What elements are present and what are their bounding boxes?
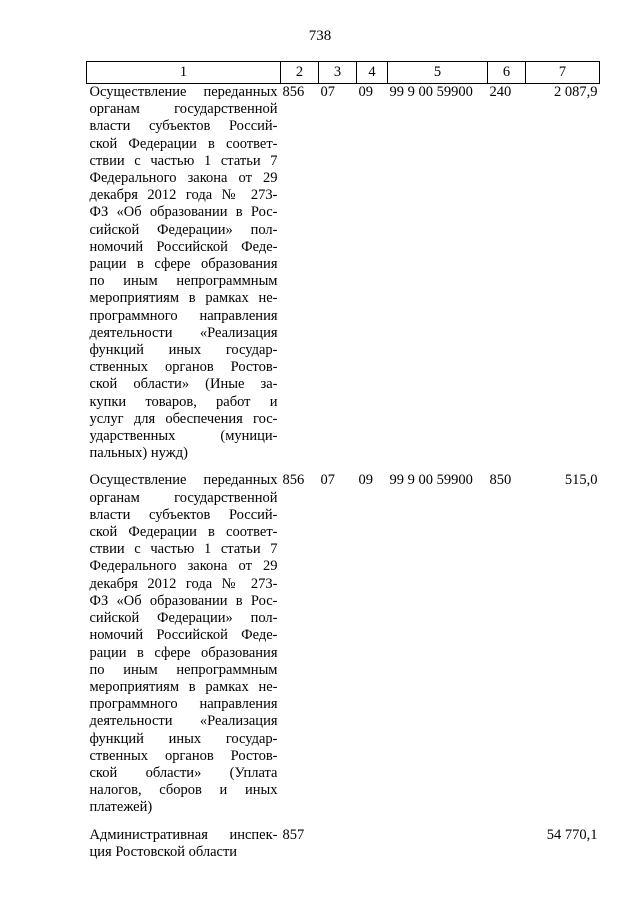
target-article-cell: 99 9 00 59900 — [389, 84, 473, 100]
description-line: органам государственной — [89, 489, 278, 506]
description-line: рации в сфере образования — [89, 644, 278, 661]
description-line: ударственных (муници- — [89, 428, 278, 445]
section-cell: 07 — [320, 472, 335, 489]
ministry-code-cell: 856 — [282, 84, 305, 100]
description-line: услуг для обеспечения гос- — [89, 410, 278, 427]
target-article-cell: 99 9 00 59900 — [389, 472, 473, 489]
table-row — [87, 84, 600, 473]
description-line: декабря 2012 года № 273- — [89, 187, 278, 204]
description-line: пальных) нужд) — [89, 445, 188, 462]
expense-type-cell — [488, 827, 526, 871]
description-cell — [87, 827, 281, 871]
description-line: ция Ростовской области — [89, 843, 238, 860]
description-line: по иным непрограммным — [89, 273, 278, 290]
amount-cell: 54 770,1 — [546, 826, 598, 843]
ministry-code-cell: 857 — [282, 826, 305, 843]
description-line: программного направления — [89, 307, 278, 324]
description-line: рации в сфере образования — [89, 256, 278, 273]
description-line: налогов, сборов и иных — [89, 782, 278, 799]
ministry-code-cell: 856 — [282, 472, 305, 489]
description-cell — [87, 472, 281, 826]
description-line: ственных органов Ростов- — [89, 747, 278, 764]
subsection-cell: 09 — [358, 84, 373, 100]
description-line: номочий Российской Феде- — [89, 627, 278, 644]
description-line: ствии с частью 1 статьи 7 — [89, 152, 278, 169]
description-line: Осуществление переданных — [89, 84, 278, 100]
description-line: деятельности «Реализация — [89, 713, 278, 730]
description-line: купки товаров, работ и — [89, 393, 278, 410]
description-line: платежей) — [89, 799, 153, 816]
description-line: Административная инспек- — [89, 826, 278, 843]
description-line: ской области» (Иные за- — [89, 376, 278, 393]
amount-cell: 2 087,9 — [554, 84, 598, 100]
table-body — [87, 84, 600, 871]
description-line: ФЗ «Об образовании в Рос- — [89, 592, 278, 609]
description-line: ской Федерации в соответ- — [89, 524, 278, 541]
description-line: деятельности «Реализация — [89, 324, 278, 341]
header-col-4: 4 — [357, 62, 388, 84]
amount-cell: 515,0 — [564, 472, 598, 489]
budget-table — [86, 61, 600, 871]
target-article-cell — [388, 827, 488, 871]
description-cell — [87, 84, 281, 473]
header-col-6: 6 — [488, 62, 526, 84]
subsection-cell — [357, 827, 388, 871]
table-row — [87, 472, 600, 826]
description-line: ствии с частью 1 статьи 7 — [89, 541, 278, 558]
header-col-1: 1 — [87, 62, 281, 84]
description-line: функций иных государ- — [89, 730, 278, 747]
page-number: 738 — [308, 28, 332, 44]
description-line: Федерального закона от 29 — [89, 558, 278, 575]
description-line: номочий Российской Феде- — [89, 238, 278, 255]
section-cell: 07 — [320, 84, 335, 100]
description-line: органам государственной — [89, 101, 278, 118]
description-line: ской области» (Уплата — [89, 764, 278, 781]
section-cell — [319, 827, 357, 871]
header-col-2: 2 — [281, 62, 319, 84]
description-line: декабря 2012 года № 273- — [89, 575, 278, 592]
header-row — [87, 62, 600, 84]
header-col-5: 5 — [388, 62, 488, 84]
description-line: мероприятиям в рамках не- — [89, 290, 278, 307]
description-line: ской Федерации в соответ- — [89, 135, 278, 152]
description-line: по иным непрограммным — [89, 661, 278, 678]
description-line: программного направления — [89, 696, 278, 713]
description-line: ственных органов Ростов- — [89, 359, 278, 376]
description-line: сийской Федерации» пол- — [89, 221, 278, 238]
description-line: власти субъектов Россий- — [89, 118, 278, 135]
subsection-cell: 09 — [358, 472, 373, 489]
expense-type-cell: 240 — [489, 84, 512, 100]
header-col-7: 7 — [526, 62, 600, 84]
description-line: Осуществление переданных — [89, 472, 278, 489]
description-line: власти субъектов Россий- — [89, 506, 278, 523]
table-row — [87, 827, 600, 871]
expense-type-cell: 850 — [489, 472, 512, 489]
description-line: ФЗ «Об образовании в Рос- — [89, 204, 278, 221]
description-line: Федерального закона от 29 — [89, 170, 278, 187]
description-line: мероприятиям в рамках не- — [89, 678, 278, 695]
description-line: сийской Федерации» пол- — [89, 610, 278, 627]
description-line: функций иных государ- — [89, 342, 278, 359]
header-col-3: 3 — [319, 62, 357, 84]
